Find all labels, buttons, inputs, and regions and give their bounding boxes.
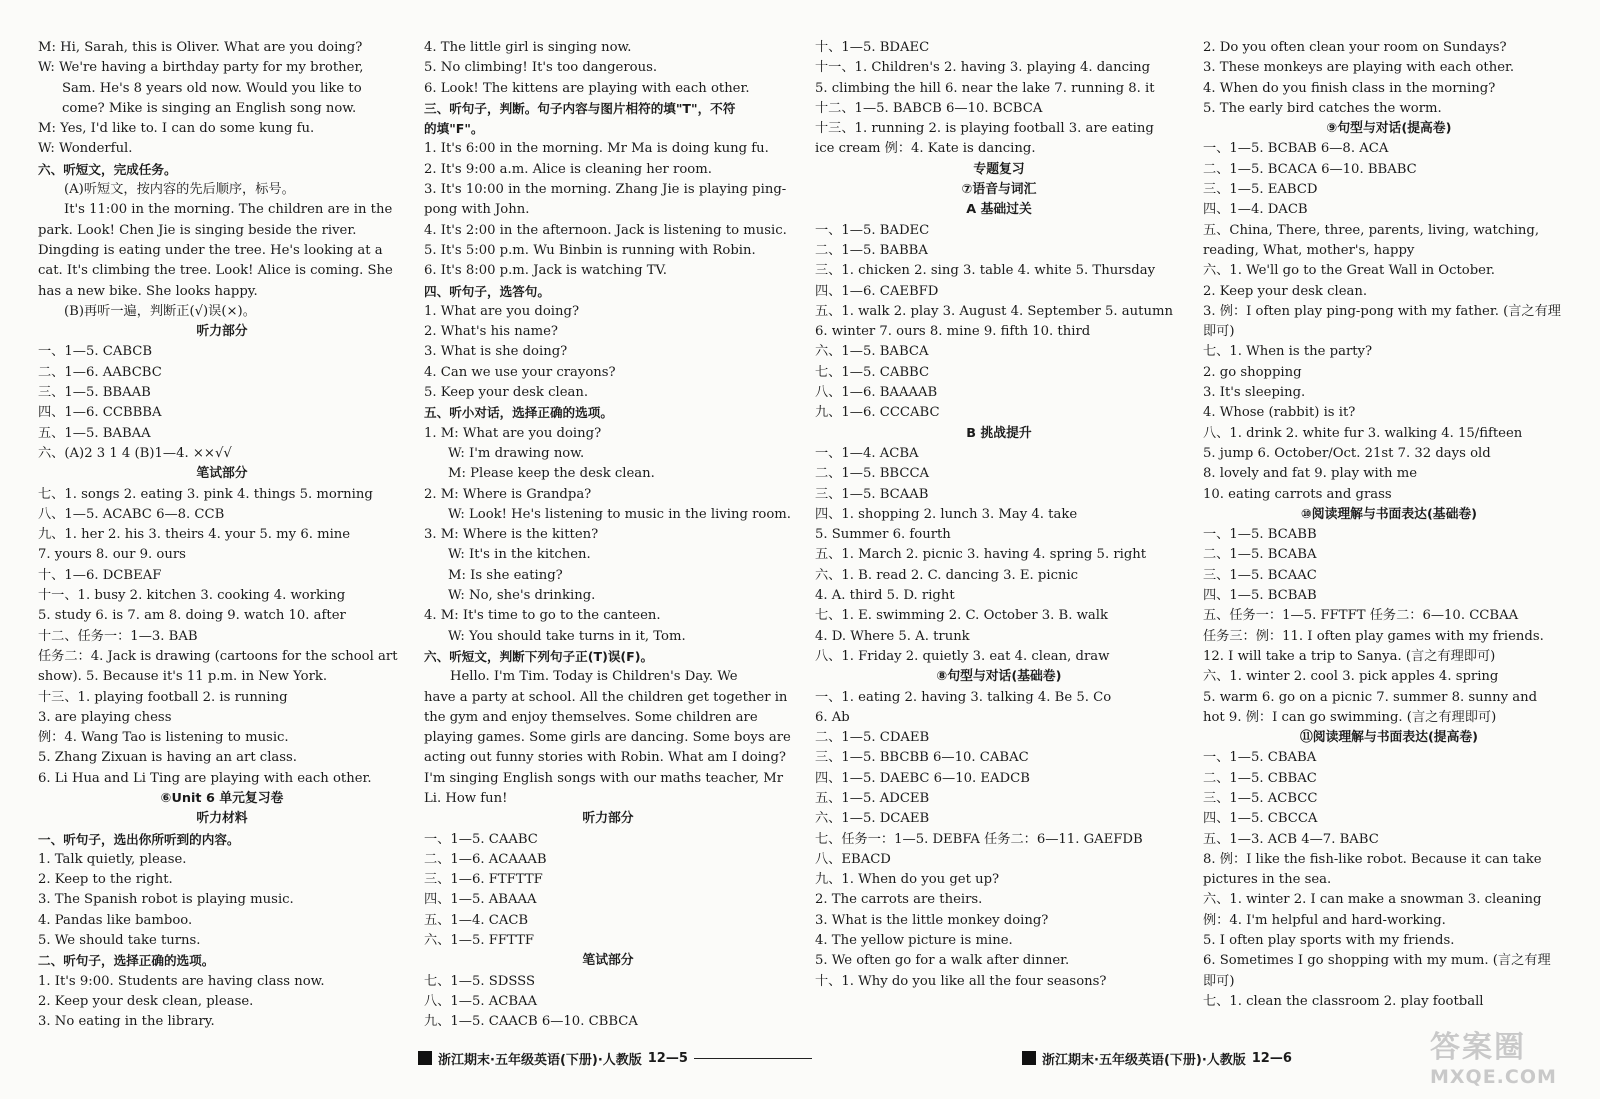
text-line: come? Mike is singing an English song now.: [62, 100, 357, 116]
text-line: has a new bike. She looks happy.: [38, 283, 258, 299]
text-line: 二、听句子，选择正确的选项。: [38, 953, 215, 969]
text-line: 四、1—5. CBCCA: [1203, 811, 1318, 827]
text-line: 2. Keep your desk clean, please.: [38, 993, 254, 1009]
footer-right-page: 12—6: [1251, 1050, 1292, 1066]
text-line: 九、1. When do you get up?: [815, 872, 1000, 888]
text-line: Dingding is eating under the tree. He's looking at a: [38, 242, 383, 258]
text-line: 2. Keep your desk clean.: [1203, 283, 1368, 299]
text-line: 二、1—5. BABBA: [815, 242, 928, 258]
text-line: 4. When do you finish class in the morning?: [1203, 80, 1496, 96]
text-line: 二、1—5. BBCCA: [815, 466, 930, 482]
text-line: 3. 例：I often play ping-pong with my father. (言之有理: [1203, 303, 1561, 319]
text-line: show). 5. Because it's 11 p.m. in New York.: [38, 669, 328, 685]
footer-left: [418, 1048, 812, 1068]
text-line: 5. warm 6. go on a picnic 7. summer 8. sunny and: [1203, 689, 1538, 705]
text-line: 十三、1. playing football 2. is running: [38, 689, 288, 705]
watermark: [1430, 1022, 1590, 1092]
text-line: cat. It's climbing the tree. Look! Alice is coming. She: [38, 263, 393, 279]
text-line: 5. Summer 6. fourth: [815, 527, 951, 543]
text-line: park. Look! Chen Jie is singing beside the river.: [38, 222, 357, 238]
text-line: 四、1—6. CAEBFD: [815, 283, 939, 299]
text-line: 一、1—5. BCBAB 6—8. ACA: [1203, 141, 1389, 157]
text-line: 4. A. third 5. D. right: [815, 588, 955, 604]
text-line: 一、1—5. BADEC: [815, 222, 930, 238]
text-line: M: Please keep the desk clean.: [448, 466, 655, 482]
text-line: 任务二：4. Jack is drawing (cartoons for the school art: [38, 648, 398, 664]
text-line: 5. I often play sports with my friends.: [1203, 933, 1455, 949]
text-line: 的填"F"。: [424, 121, 484, 137]
text-line: 2. Keep to the right.: [38, 872, 173, 888]
text-line: 七、1. E. swimming 2. C. October 3. B. walk: [815, 608, 1108, 624]
text-line: 二、1—5. CBBAC: [1203, 770, 1317, 786]
text-line: 2. M: Where is Grandpa?: [424, 486, 592, 502]
text-line: 二、1—6. ACAAAB: [424, 851, 547, 867]
text-line: 5. Zhang Zixuan is having an art class.: [38, 750, 298, 766]
column-1: [38, 38, 406, 1033]
text-line: 十、1—5. BDAEC: [815, 40, 930, 55]
text-line: 4. It's 2:00 in the afternoon. Jack is listening to music.: [424, 222, 787, 238]
section-heading: 笔试部分: [582, 953, 634, 969]
text-line: 一、1—5. CABCB: [38, 344, 153, 360]
text-line: W: Wonderful.: [38, 141, 133, 157]
section-heading: 听力材料: [196, 811, 248, 827]
text-line: 5. jump 6. October/Oct. 21st 7. 32 days old: [1203, 445, 1491, 461]
text-line: 1. It's 9:00. Students are having class now.: [38, 973, 325, 989]
text-line: 8. lovely and fat 9. play with me: [1203, 466, 1418, 482]
text-line: 七、任务一：1—5. DEBFA 任务二：6—11. GAEFDB: [815, 831, 1143, 847]
text-line: 二、1—5. CDAEB: [815, 730, 930, 746]
text-line: 5. study 6. is 7. am 8. doing 9. watch 10. after: [38, 608, 346, 624]
text-line: 三、1—5. EABCD: [1203, 182, 1318, 198]
footer-rule: [694, 1058, 812, 1059]
text-line: 3. What is she doing?: [424, 344, 568, 360]
text-line: pong with John.: [424, 202, 530, 218]
text-line: 三、1—5. BCAAC: [1203, 567, 1317, 583]
text-line: M: Hi, Sarah, this is Oliver. What are you doing?: [38, 40, 363, 55]
text-line: W: I'm drawing now.: [448, 445, 585, 461]
text-line: 五、1—5. ADCEB: [815, 790, 930, 806]
section-heading: ⑩阅读理解与书面表达(基础卷): [1300, 506, 1478, 522]
text-line: 一、1—4. ACBA: [815, 445, 919, 461]
text-line: 三、听句子，判断。句子内容与图片相符的填"T"，不符: [424, 100, 736, 116]
text-line: 2. Do you often clean your room on Sundays?: [1203, 40, 1507, 55]
text-line: 四、1—5. BCBAB: [1203, 588, 1317, 604]
text-line: 一、1—5. CAABC: [424, 831, 538, 847]
text-line: 3. M: Where is the kitten?: [424, 527, 599, 543]
text-line: It's 11:00 in the morning. The children are in the: [64, 202, 393, 218]
text-line: 八、1—5. ACABC 6—8. CCB: [38, 506, 225, 522]
text-line: 3. It's 10:00 in the morning. Zhang Jie is playing ping-: [424, 182, 787, 198]
text-line: W: We're having a birthday party for my brother,: [38, 60, 364, 76]
text-line: 即可): [1203, 973, 1235, 989]
text-line: 4. Can we use your crayons?: [424, 364, 616, 380]
text-line: Sam. He's 8 years old now. Would you like to: [62, 80, 362, 96]
footer-left-page: 12—5: [647, 1050, 688, 1066]
text-line: 6. Li Hua and Li Ting are playing with each other.: [38, 770, 372, 786]
text-line: 四、1—6. CCBBBA: [38, 405, 162, 421]
text-line: 八、1—5. ACBAA: [424, 993, 538, 1009]
text-line: 5. climbing the hill 6. near the lake 7. running 8. it: [815, 80, 1155, 96]
text-line: 八、1. Friday 2. quietly 3. eat 4. clean, draw: [815, 648, 1110, 664]
text-line: 4. Pandas like bamboo.: [38, 912, 193, 928]
text-line: 1. It's 6:00 in the morning. Mr Ma is doing kung fu.: [424, 141, 769, 157]
text-line: 一、1—5. CBABA: [1203, 750, 1317, 766]
watermark-top: 答案圈: [1430, 1030, 1526, 1065]
text-line: M: Is she eating?: [448, 567, 563, 583]
text-line: 七、1. clean the classroom 2. play football: [1203, 993, 1484, 1009]
text-line: 三、1—5. BBCBB 6—10. CABAC: [815, 750, 1029, 766]
text-line: 五、China, There, three, parents, living, watching,: [1203, 222, 1540, 238]
text-line: 3. The Spanish robot is playing music.: [38, 892, 294, 908]
text-line: acting out funny stories with Robin. What am I doing?: [424, 750, 786, 766]
text-line: 十二、1—5. BABCB 6—10. BCBCA: [815, 100, 1043, 116]
footer-square-icon: [418, 1051, 432, 1065]
text-line: 六、1—5. DCAEB: [815, 811, 930, 827]
text-line: Li. How fun!: [424, 790, 508, 806]
text-line: 4. The little girl is singing now.: [424, 40, 632, 55]
text-line: 1. M: What are you doing?: [424, 425, 602, 441]
section-heading: ⑪阅读理解与书面表达(提高卷): [1299, 730, 1479, 746]
text-line: I'm singing English songs with our maths teacher, Mr: [424, 770, 784, 786]
text-line: 四、1. shopping 2. lunch 3. May 4. take: [815, 506, 1078, 522]
text-line: 4. The yellow picture is mine.: [815, 933, 1013, 949]
text-line: 5. It's 5:00 p.m. Wu Binbin is running with Robin.: [424, 242, 756, 258]
text-line: 九、1—6. CCCABC: [815, 405, 940, 421]
text-line: M: Yes, I'd like to. I can do some kung fu.: [38, 121, 315, 137]
text-line: (A)听短文，按内容的先后顺序，标号。: [64, 182, 295, 198]
text-line: 九、1. her 2. his 3. theirs 4. your 5. my 6. mine: [38, 527, 351, 543]
section-heading: A 基础过关: [966, 202, 1032, 218]
text-line: 七、1—5. CABBC: [815, 364, 930, 380]
text-line: 4. D. Where 5. A. trunk: [815, 628, 970, 644]
text-line: 二、1—5. BCABA: [1203, 547, 1317, 563]
text-line: 6. winter 7. ours 8. mine 9. fifth 10. third: [815, 324, 1091, 340]
text-line: 四、1—5. DAEBC 6—10. EADCB: [815, 770, 1030, 786]
text-line: 八、1—6. BAAAAB: [815, 385, 938, 401]
footer-left-title: 浙江期末·五年级英语(下册)·人教版: [438, 1052, 642, 1068]
text-line: 5. No climbing! It's too dangerous.: [424, 60, 658, 76]
text-line: pictures in the sea.: [1203, 872, 1332, 888]
text-line: 六、(A)2 3 1 4 (B)1—4. ××√√: [38, 445, 232, 461]
text-line: 三、1—6. FTFTTF: [424, 872, 543, 888]
text-line: 6. It's 8:00 p.m. Jack is watching TV.: [424, 263, 667, 279]
footer-square-icon: [1022, 1051, 1036, 1065]
text-line: 6. Sometimes I go shopping with my mum. (言之有理: [1203, 953, 1551, 969]
text-line: 七、1—5. SDSSS: [424, 973, 535, 989]
text-line: 六、1. winter 2. I can make a snowman 3. cleaning: [1203, 892, 1542, 908]
text-line: 四、1—4. DACB: [1203, 202, 1308, 218]
text-line: 三、1—5. BCAAB: [815, 486, 929, 502]
text-line: 3. are playing chess: [38, 709, 172, 725]
text-line: 7. yours 8. our 9. ours: [38, 547, 186, 563]
text-line: 5. We often go for a walk after dinner.: [815, 953, 1070, 969]
text-line: 5. We should take turns.: [38, 933, 201, 949]
text-line: 六、1. winter 2. cool 3. pick apples 4. spring: [1203, 669, 1499, 685]
text-line: 5. Keep your desk clean.: [424, 385, 589, 401]
column-4: [1203, 38, 1575, 1012]
text-line: 十一、1. busy 2. kitchen 3. cooking 4. working: [38, 588, 346, 604]
text-line: 三、1. chicken 2. sing 3. table 4. white 5. Thursday: [815, 263, 1156, 279]
text-line: 十、1—6. DCBEAF: [38, 567, 162, 583]
text-line: (B)再听一遍，判断正(√)误(×)。: [64, 303, 256, 319]
text-line: 十三、1. running 2. is playing football 3. are eating: [815, 121, 1154, 137]
footer-right: [1022, 1048, 1292, 1068]
text-line: 3. What is the little monkey doing?: [815, 912, 1049, 928]
text-line: 六、1—5. BABCA: [815, 344, 929, 360]
text-line: 4. Whose (rabbit) is it?: [1203, 405, 1356, 421]
text-line: W: It's in the kitchen.: [448, 547, 591, 563]
text-line: 五、1. March 2. picnic 3. having 4. spring 5. right: [815, 547, 1147, 563]
text-line: 五、任务一：1—5. FFTFT 任务二：6—10. CCBAA: [1203, 608, 1519, 624]
text-line: 二、1—6. AABCBC: [38, 364, 162, 380]
section-heading: 听力部分: [196, 324, 248, 340]
text-line: 五、1. walk 2. play 3. August 4. September 5. autumn: [815, 303, 1173, 319]
section-heading: B 挑战提升: [966, 425, 1032, 441]
text-line: 2. The carrots are theirs.: [815, 892, 983, 908]
text-line: 七、1. When is the party?: [1203, 344, 1373, 360]
text-line: 五、1—5. BABAA: [38, 425, 151, 441]
text-line: 六、1—5. FFTTF: [424, 933, 535, 949]
text-line: 十、1. Why do you like all the four seasons?: [815, 973, 1107, 989]
text-line: 12. I will take a trip to Sanya. (言之有理即可): [1203, 648, 1496, 664]
section-heading: ⑧句型与对话(基础卷): [936, 669, 1062, 685]
footer-right-title: 浙江期末·五年级英语(下册)·人教版: [1042, 1052, 1246, 1068]
text-line: 四、听句子，选答句。: [424, 283, 550, 299]
text-line: 九、1—5. CAACB 6—10. CBBCA: [424, 1014, 638, 1030]
text-line: 10. eating carrots and grass: [1203, 486, 1392, 502]
text-line: playing games. Some girls are dancing. Some boys are: [424, 730, 791, 746]
text-line: 8. 例：I like the fish-like robot. Because it can take: [1203, 851, 1542, 867]
text-line: 3. No eating in the library.: [38, 1014, 215, 1030]
text-line: 六、听短文，完成任务。: [38, 161, 177, 177]
text-line: 例：4. I'm helpful and hard-working.: [1203, 912, 1446, 928]
text-line: 八、1. drink 2. white fur 3. walking 4. 15/fifteen: [1203, 425, 1523, 441]
text-line: 1. Talk quietly, please.: [38, 851, 187, 867]
text-line: 任务三：例：11. I often play games with my friends.: [1203, 628, 1544, 644]
text-line: 1. What are you doing?: [424, 303, 580, 319]
text-line: 2. What's his name?: [424, 324, 558, 340]
text-line: 六、听短文，判断下列句子正(T)误(F)。: [424, 648, 654, 664]
text-line: 三、1—5. BBAAB: [38, 385, 151, 401]
section-heading: 专题复习: [973, 161, 1025, 177]
section-heading: ⑦语音与词汇: [961, 182, 1037, 198]
section-heading: ⑨句型与对话(提高卷): [1326, 121, 1452, 137]
text-line: the gym and enjoy themselves. Some children are: [424, 709, 758, 725]
text-line: 一、1. eating 2. having 3. talking 4. Be 5. Co: [815, 689, 1112, 705]
text-line: 一、听句子，选出你所听到的内容。: [38, 831, 240, 847]
text-line: have a party at school. All the children get together in: [424, 689, 788, 705]
text-line: 二、1—5. BCACA 6—10. BBABC: [1203, 161, 1417, 177]
text-line: 十一、1. Children's 2. having 3. playing 4. dancing: [815, 60, 1151, 76]
watermark-bottom: MXQE.COM: [1430, 1066, 1557, 1088]
text-line: 八、EBACD: [815, 851, 891, 867]
text-line: W: No, she's drinking.: [448, 588, 596, 604]
text-line: 2. go shopping: [1203, 364, 1302, 380]
section-heading: ⑥Unit 6 单元复习卷: [160, 790, 284, 806]
text-line: hot 9. 例：I can go swimming. (言之有理即可): [1203, 709, 1497, 725]
text-line: 五、1—4. CACB: [424, 912, 529, 928]
column-3: [815, 38, 1183, 992]
text-line: 五、听小对话，选择正确的选项。: [424, 405, 613, 421]
text-line: 3. It's sleeping.: [1203, 385, 1306, 401]
text-line: 5. The early bird catches the worm.: [1203, 100, 1442, 116]
text-line: Hello. I'm Tim. Today is Children's Day. We: [450, 669, 738, 685]
section-heading: 听力部分: [582, 811, 634, 827]
text-line: 6. Look! The kittens are playing with each other.: [424, 80, 750, 96]
text-line: 六、1. B. read 2. C. dancing 3. E. picnic: [815, 567, 1079, 583]
text-line: reading, What, mother's, happy: [1203, 242, 1415, 258]
text-line: ice cream 例：4. Kate is dancing.: [815, 141, 1036, 157]
section-heading: 笔试部分: [196, 466, 248, 482]
text-line: W: You should take turns in it, Tom.: [448, 628, 686, 644]
text-line: 六、1. We'll go to the Great Wall in October.: [1203, 263, 1496, 279]
text-line: 五、1—3. ACB 4—7. BABC: [1203, 831, 1379, 847]
text-line: 十二、任务一：1—3. BAB: [38, 628, 198, 644]
text-line: 6. Ab: [815, 709, 850, 725]
text-line: W: Look! He's listening to music in the living room.: [448, 506, 791, 522]
text-line: 七、1. songs 2. eating 3. pink 4. things 5. morning: [38, 486, 373, 502]
text-line: 例：4. Wang Tao is listening to music.: [38, 730, 289, 746]
text-line: 3. These monkeys are playing with each other.: [1203, 60, 1515, 76]
text-line: 三、1—5. ACBCC: [1203, 790, 1318, 806]
column-2: [424, 38, 792, 1033]
text-line: 一、1—5. BCABB: [1203, 527, 1317, 543]
text-line: 4. M: It's time to go to the canteen.: [424, 608, 661, 624]
text-line: 四、1—5. ABAAA: [424, 892, 537, 908]
text-line: 即可): [1203, 324, 1235, 340]
text-line: 2. It's 9:00 a.m. Alice is cleaning her room.: [424, 161, 712, 177]
